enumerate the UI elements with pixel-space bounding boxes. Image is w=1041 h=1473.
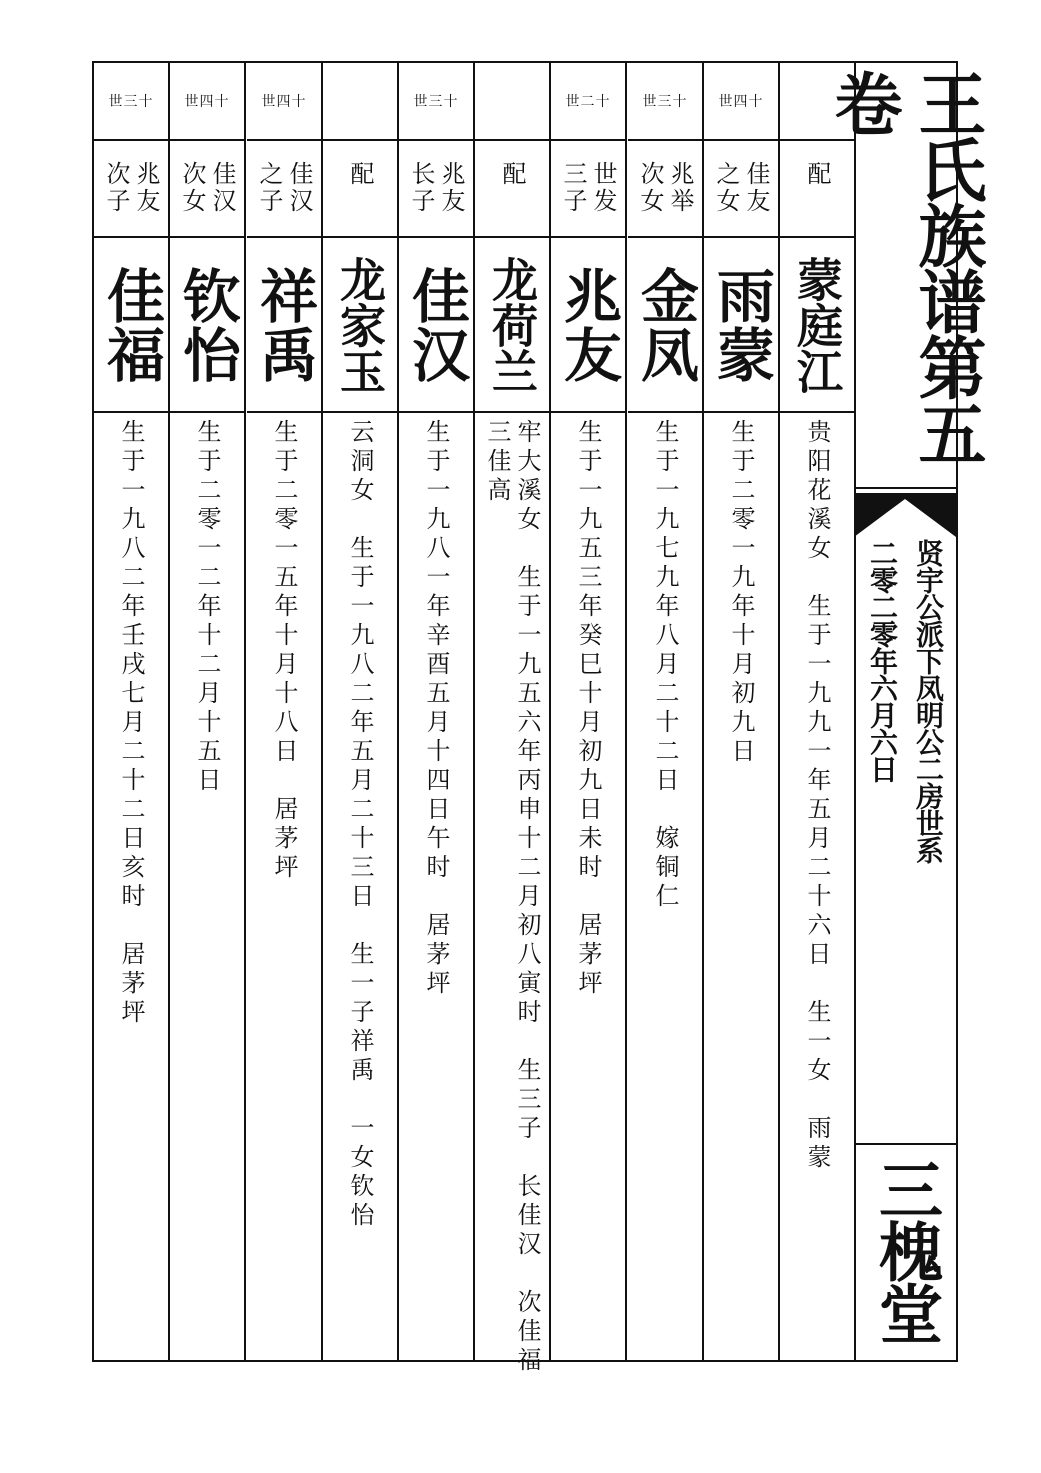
name-cell — [628, 238, 702, 413]
generation-label — [323, 63, 397, 141]
branch-line-text: 贤宇公派下凤明公二房世系 — [912, 539, 945, 863]
generation-label: 世二十 — [551, 63, 625, 141]
generation-label: 世三十 — [399, 63, 473, 141]
relation-cell — [323, 141, 397, 238]
entry-column — [323, 63, 399, 1360]
person-name: 佳福 — [97, 265, 165, 384]
generation-label: 世三十 — [94, 63, 168, 141]
generation-label: 世四十 — [704, 63, 778, 141]
details-text: 生于二零一二年十二月十五日 — [193, 419, 221, 796]
name-cell — [551, 238, 625, 413]
person-name: 龙家玉 — [333, 255, 387, 394]
relation-text: 佳汉之子 — [255, 161, 313, 215]
relation-text: 配 — [498, 161, 526, 188]
entry-column — [94, 63, 170, 1360]
details-text: 生于一九八一年辛酉五月十四日午时 居茅坪 — [422, 419, 450, 999]
genealogy-page — [92, 61, 987, 1376]
details-cell — [628, 413, 702, 1360]
relation-text: 配 — [803, 161, 831, 188]
details-text: 生于二零一九年十月初九日 — [727, 419, 755, 767]
chevron-ornament — [854, 495, 956, 537]
entry-column — [399, 63, 475, 1360]
relation-cell — [94, 141, 168, 238]
details-text: 生于一九七九年八月二十二日 嫁铜仁 — [651, 419, 679, 912]
details-cell — [399, 413, 473, 1360]
relation-cell — [170, 141, 244, 238]
details-cell — [94, 413, 168, 1360]
details-cell — [780, 413, 854, 1360]
details-text: 贵阳花溪女 生于一九九一年五月二十六日 生一女 雨蒙 — [803, 419, 831, 1173]
relation-cell — [704, 141, 778, 238]
relation-text: 兆友次子 — [102, 161, 160, 215]
entry-column — [170, 63, 246, 1360]
branch-line — [904, 539, 952, 1139]
details-cell — [704, 413, 778, 1360]
details-text: 云洞女 生于一九八二年五月二十三日 生一子祥禹 一女钦怡 — [346, 419, 374, 1231]
relation-text: 兆举次女 — [636, 161, 694, 215]
relation-text: 世发三子 — [559, 161, 617, 215]
relation-text: 配 — [346, 161, 374, 188]
details-cell — [551, 413, 625, 1360]
details-text: 生于一九八二年壬戌七月二十二日亥时 居茅坪 — [117, 419, 145, 1028]
name-cell — [170, 238, 244, 413]
relation-cell — [247, 141, 321, 238]
entry-column — [475, 63, 551, 1376]
name-cell — [247, 238, 321, 413]
name-cell — [399, 238, 473, 413]
person-name: 兆友 — [554, 265, 622, 384]
compile-date — [858, 539, 906, 1139]
name-cell — [323, 238, 397, 413]
relation-text: 佳友之女 — [712, 161, 770, 215]
details-cell — [170, 413, 244, 1360]
details-cell — [475, 413, 549, 1376]
entry-column — [704, 63, 780, 1360]
details-text: 生于二零一五年十月十八日 居茅坪 — [270, 419, 298, 883]
person-name: 龙荷兰 — [485, 255, 539, 394]
relation-cell — [399, 141, 473, 238]
entry-column — [247, 63, 323, 1360]
relation-cell — [475, 141, 549, 238]
name-cell — [475, 238, 549, 413]
details-text: 生于一九五三年癸巳十月初九日未时 居茅坪 — [574, 419, 602, 999]
generation-label: 世三十 — [628, 63, 702, 141]
relation-cell — [628, 141, 702, 238]
volume-title — [823, 63, 987, 488]
title-panel — [823, 63, 987, 1360]
entry-column — [551, 63, 627, 1360]
details-cell — [247, 413, 321, 1360]
details-cell — [323, 413, 397, 1360]
person-name: 蒙庭江 — [790, 255, 844, 394]
person-name: 祥禹 — [250, 265, 318, 384]
person-name: 钦怡 — [173, 265, 241, 384]
volume-title-text: 王氏族谱第五卷 — [823, 69, 987, 465]
relation-cell — [551, 141, 625, 238]
generation-label — [475, 63, 549, 141]
name-cell — [94, 238, 168, 413]
entry-column — [628, 63, 704, 1360]
person-name: 雨蒙 — [707, 265, 775, 384]
relation-text: 兆友长子 — [407, 161, 465, 215]
generation-label: 世四十 — [170, 63, 244, 141]
hall-name — [854, 1143, 956, 1360]
hall-name-text: 三槐堂 — [868, 1157, 943, 1343]
relation-text: 佳汉次女 — [178, 161, 236, 215]
compile-date-text: 二零二零年六月六日 — [866, 539, 899, 782]
generation-label: 世四十 — [247, 63, 321, 141]
name-cell — [704, 238, 778, 413]
person-name: 金凤 — [631, 265, 699, 384]
person-name: 佳汉 — [402, 265, 470, 384]
title-divider-top — [854, 487, 956, 489]
details-text: 牢大溪女 生于一九五六年丙申十二月初八寅时 生三子 长佳汉 次佳福 三佳高 — [483, 419, 541, 1376]
